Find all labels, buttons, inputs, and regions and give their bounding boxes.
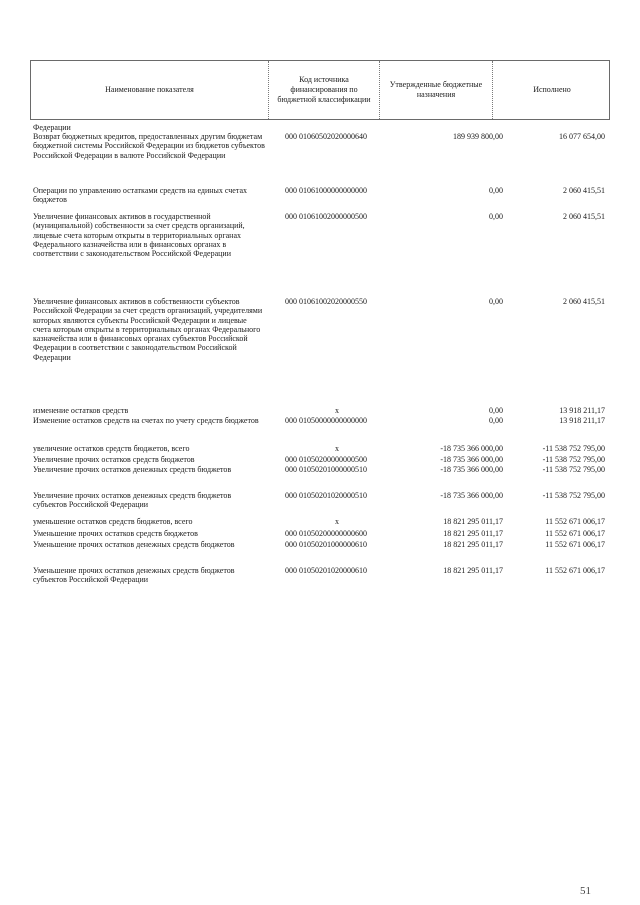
row-name: Увеличение финансовых активов в собственности субъектов Российской Федерации за счет средств организаций, учредителями которых являются субъекты Российской Федерации и лицевые счета которым открыты в территориальных органах Федерального казначейства или в финансовых органах субъектов Российской Федерации в соответствии с законодательством Российской Федерации	[33, 297, 263, 362]
row-executed: 16 077 654,00	[559, 132, 605, 141]
row-name: Увеличение прочих остатков средств бюджетов	[33, 455, 195, 464]
row-code: 000 01050201000000510	[285, 465, 367, 474]
row-executed: -11 538 752 795,00	[542, 465, 605, 474]
row-name: Уменьшение прочих остатков денежных средств бюджетов	[33, 540, 235, 549]
row-name: уменьшение остатков средств бюджетов, всего	[33, 517, 193, 526]
row-executed: 11 552 671 006,17	[545, 529, 605, 538]
row-name: Операции по управлению остатками средств на единых счетах бюджетов	[33, 186, 247, 205]
row-code: 000 01061000000000000	[285, 186, 367, 195]
row-code: 000 01050201020000510	[285, 491, 367, 500]
page-number: 51	[580, 885, 591, 897]
header-name: Наименование показателя	[31, 61, 269, 119]
row-name: Увеличение финансовых активов в государственной (муниципальной) собственности за счет средств организаций, лицевые счета которым открыты в территориальных органах Федерального казначейства или в финансовых органах в соответствии с законодательством Российской Федерации	[33, 212, 245, 259]
row-name: Федерации	[33, 123, 71, 132]
header-code: Код источника финансирования по бюджетной классификации	[269, 61, 380, 119]
row-code: 000 01050200000000600	[285, 529, 367, 538]
row-executed: 2 060 415,51	[563, 297, 605, 306]
row-approved: 18 821 295 011,17	[443, 540, 503, 549]
row-approved: 0,00	[489, 406, 503, 415]
row-code: x	[335, 444, 339, 453]
row-approved: 0,00	[489, 212, 503, 221]
row-name: изменение остатков средств	[33, 406, 129, 415]
row-approved: 18 821 295 011,17	[443, 566, 503, 575]
row-code: 000 01061002000000500	[285, 212, 367, 221]
row-approved: 0,00	[489, 416, 503, 425]
row-name: Уменьшение прочих остатков денежных средств бюджетов субъектов Российской Федерации	[33, 566, 235, 585]
row-executed: 11 552 671 006,17	[545, 517, 605, 526]
row-executed: 2 060 415,51	[563, 212, 605, 221]
row-executed: 2 060 415,51	[563, 186, 605, 195]
row-approved: -18 735 366 000,00	[440, 455, 503, 464]
row-code: x	[335, 517, 339, 526]
row-name: Уменьшение прочих остатков средств бюджетов	[33, 529, 198, 538]
header-executed: Исполнено	[533, 85, 571, 94]
row-approved: -18 735 366 000,00	[440, 465, 503, 474]
row-code: 000 01050000000000000	[285, 416, 367, 425]
row-name: увеличение остатков средств бюджетов, всего	[33, 444, 190, 453]
row-executed: -11 538 752 795,00	[542, 444, 605, 453]
table-header	[30, 60, 610, 120]
row-name: Изменение остатков средств на счетах по учету средств бюджетов	[33, 416, 259, 425]
row-code: 000 01050201000000610	[285, 540, 367, 549]
row-approved: 18 821 295 011,17	[443, 529, 503, 538]
row-code: 000 01060502020000640	[285, 132, 367, 141]
row-approved: 0,00	[489, 297, 503, 306]
row-executed: 13 918 211,17	[559, 406, 605, 415]
row-code: x	[335, 406, 339, 415]
row-executed: -11 538 752 795,00	[542, 491, 605, 500]
row-approved: 18 821 295 011,17	[443, 517, 503, 526]
row-code: 000 01061002020000550	[285, 297, 367, 306]
row-executed: -11 538 752 795,00	[542, 455, 605, 464]
row-code: 000 01050200000000500	[285, 455, 367, 464]
row-executed: 11 552 671 006,17	[545, 540, 605, 549]
header-approved: Утвержденные бюджетные назначения	[380, 61, 493, 119]
row-executed: 13 918 211,17	[559, 416, 605, 425]
row-name: Увеличение прочих остатков денежных средств бюджетов	[33, 465, 232, 474]
row-name: Увеличение прочих остатков денежных средств бюджетов субъектов Российской Федерации	[33, 491, 232, 510]
row-name: Возврат бюджетных кредитов, предоставленных другим бюджетам бюджетной системы Российской Федерации из бюджетов субъектов Российской Федерации в валюте Российской Федерации	[33, 132, 265, 160]
row-approved: 189 939 800,00	[453, 132, 503, 141]
row-code: 000 01050201020000610	[285, 566, 367, 575]
row-executed: 11 552 671 006,17	[545, 566, 605, 575]
row-approved: 0,00	[489, 186, 503, 195]
row-approved: -18 735 366 000,00	[440, 444, 503, 453]
row-approved: -18 735 366 000,00	[440, 491, 503, 500]
